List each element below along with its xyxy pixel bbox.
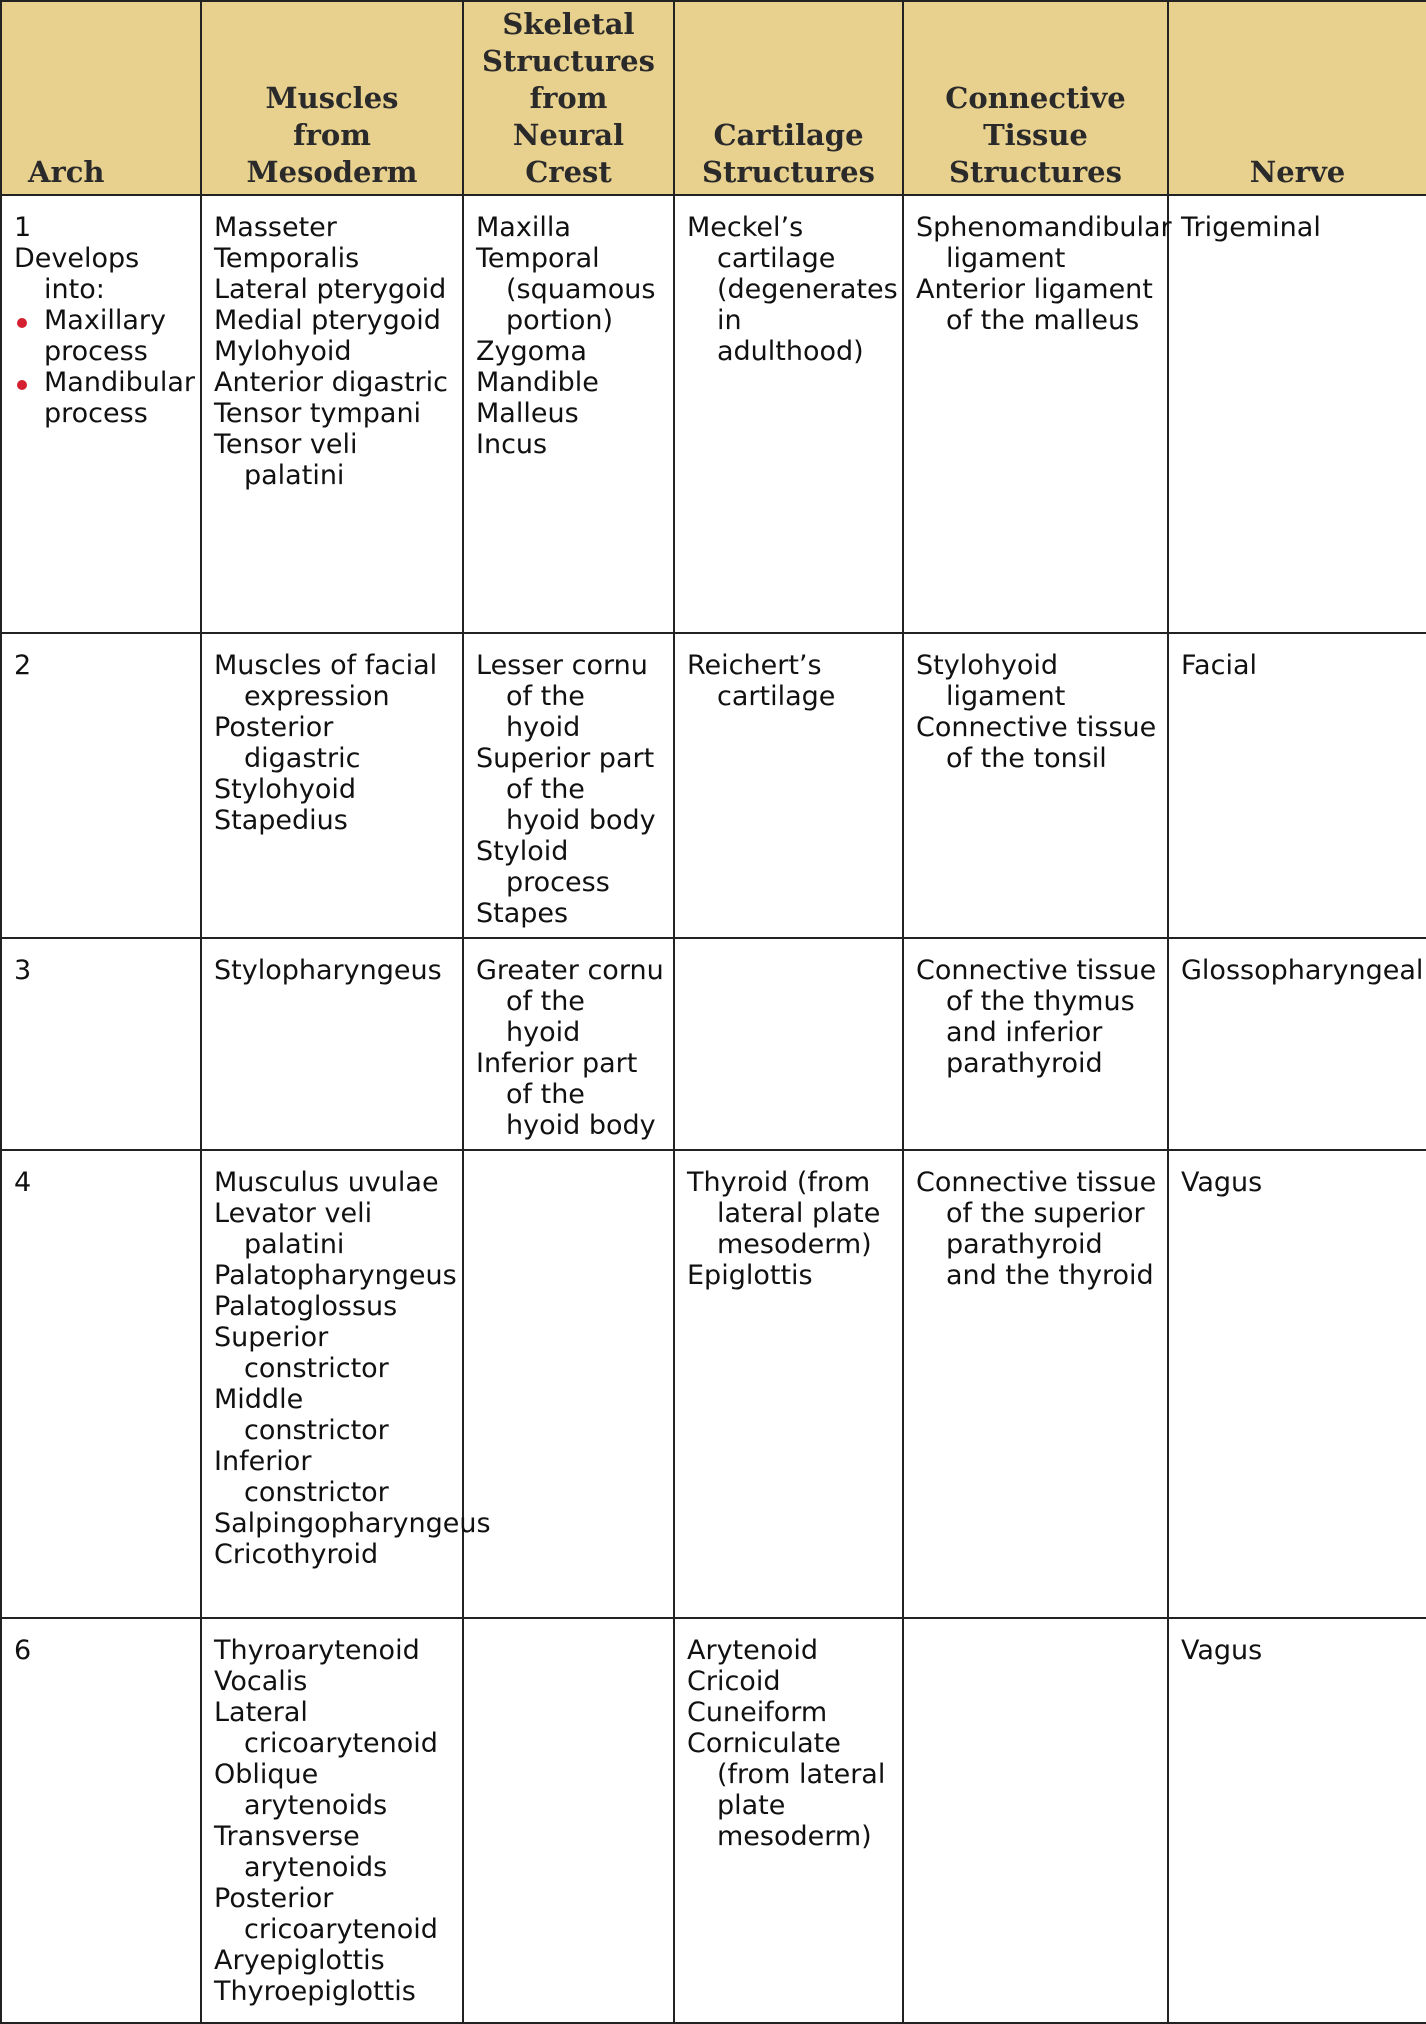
list-item: Tensor veli palatini xyxy=(214,429,358,491)
list-item: Levator veli palatini xyxy=(214,1198,373,1260)
table-row xyxy=(1,938,1426,1150)
table-row xyxy=(1,1618,1426,2023)
header-cartilage: Cartilage Structures xyxy=(674,1,903,195)
skeletal-cell xyxy=(463,938,674,1150)
list-item: Epiglottis xyxy=(687,1260,813,1291)
arch-cell xyxy=(1,1150,201,1618)
list-item: Palatoglossus xyxy=(214,1291,398,1322)
skeletal-cell xyxy=(463,1150,674,1618)
cartilage-cell xyxy=(674,195,903,633)
nerve-name: Facial xyxy=(1181,650,1257,681)
list-item: Thyroepiglottis xyxy=(214,1976,416,2007)
arch-number: 1 xyxy=(14,212,32,243)
nerve-cell xyxy=(1168,1150,1426,1618)
header-row xyxy=(1,1,1426,195)
list-item: Greater cornu of the hyoid xyxy=(476,955,664,1048)
list-item: Stylohyoid ligament xyxy=(916,650,1066,712)
table-row xyxy=(1,195,1426,633)
table-row xyxy=(1,633,1426,938)
nerve-cell xyxy=(1168,938,1426,1150)
muscles-cell xyxy=(201,195,463,633)
list-item: Medial pterygoid xyxy=(214,305,441,336)
skeletal-cell xyxy=(463,1618,674,2023)
connective-cell xyxy=(903,195,1172,633)
list-item: Lateral cricoarytenoid xyxy=(214,1697,438,1759)
muscles-cell xyxy=(201,1150,491,1618)
header-arch: Arch xyxy=(1,1,201,195)
list-item: Stapes xyxy=(476,898,569,929)
arch-number: 4 xyxy=(14,1167,32,1198)
table-row xyxy=(1,1150,1426,1618)
list-item: Posterior cricoarytenoid xyxy=(214,1883,438,1945)
bullet-icon xyxy=(17,318,27,328)
arch-cell xyxy=(1,195,201,633)
develops-label: Develops into: xyxy=(14,243,140,305)
skeletal-cell xyxy=(463,633,674,938)
arch-number: 2 xyxy=(14,650,32,681)
list-item: Temporalis xyxy=(214,243,360,274)
list-item: Cricoid xyxy=(687,1666,781,1697)
list-item: Lesser cornu of the hyoid xyxy=(476,650,648,743)
list-item: Meckel’s cartilage (degenerates in adulthood) xyxy=(687,212,898,367)
list-item: Muscles of facial expression xyxy=(214,650,438,712)
list-item: Reichert’s cartilage xyxy=(687,650,836,712)
nerve-name: Vagus xyxy=(1181,1167,1263,1198)
list-item: Temporal (squamous portion) xyxy=(476,243,656,336)
arch-cell xyxy=(1,633,201,938)
connective-cell xyxy=(903,1150,1168,1618)
muscles-cell xyxy=(201,938,463,1150)
list-item: Oblique arytenoids xyxy=(214,1759,388,1821)
header-muscles: Muscles from Mesoderm xyxy=(201,1,463,195)
list-item: Stylohyoid xyxy=(214,774,356,805)
list-item: Cricothyroid xyxy=(214,1539,379,1570)
cartilage-cell xyxy=(674,633,903,938)
list-item: Anterior ligament of the malleus xyxy=(916,274,1153,336)
list-item: Tensor tympani xyxy=(214,398,422,429)
list-item: Zygoma xyxy=(476,336,587,367)
list-item: Styloid process xyxy=(476,836,610,898)
list-item: Connective tissue of the superior parathyroid and the thyroid xyxy=(916,1167,1157,1291)
header-nerve: Nerve xyxy=(1168,1,1426,195)
list-item: Sphenomandibular ligament xyxy=(916,212,1172,274)
list-item: Superior constrictor xyxy=(214,1322,389,1384)
list-item: Vocalis xyxy=(214,1666,308,1697)
nerve-name: Trigeminal xyxy=(1181,212,1321,243)
list-item: Salpingopharyngeus xyxy=(214,1508,491,1539)
list-item: Stylopharyngeus xyxy=(214,955,442,986)
arch-cell xyxy=(1,1618,201,2023)
bullet-icon xyxy=(17,380,27,390)
list-item: Anterior digastric xyxy=(214,367,449,398)
list-item: Mylohyoid xyxy=(214,336,352,367)
list-item: Thyroid (from lateral plate mesoderm) xyxy=(687,1167,881,1260)
nerve-name: Vagus xyxy=(1181,1635,1263,1666)
arch-cell xyxy=(1,938,201,1150)
nerve-name: Glossopharyngeal xyxy=(1181,955,1424,986)
list-item: Inferior constrictor xyxy=(214,1446,389,1508)
list-item: Palatopharyngeus xyxy=(214,1260,457,1291)
connective-cell xyxy=(903,938,1168,1150)
list-item: Cuneiform xyxy=(687,1697,828,1728)
list-item: Masseter xyxy=(214,212,337,243)
arch-number: 3 xyxy=(14,955,32,986)
cartilage-cell xyxy=(674,938,903,1150)
list-item: Middle constrictor xyxy=(214,1384,389,1446)
list-item: Superior part of the hyoid body xyxy=(476,743,656,836)
list-item: Malleus xyxy=(476,398,579,429)
cartilage-cell xyxy=(674,1150,903,1618)
list-item: Thyroarytenoid xyxy=(214,1635,420,1666)
header-skeletal: Skeletal Structures from Neural Crest xyxy=(463,1,674,195)
list-item: Transverse arytenoids xyxy=(214,1821,388,1883)
cartilage-cell xyxy=(674,1618,903,2023)
list-item: Connective tissue of the thymus and inferior parathyroid xyxy=(916,955,1157,1079)
header-connective: Connective Tissue Structures xyxy=(903,1,1168,195)
process-item: Mandibular process xyxy=(14,367,192,429)
list-item: Maxilla xyxy=(476,212,571,243)
list-item: Stapedius xyxy=(214,805,348,836)
muscles-cell xyxy=(201,1618,463,2023)
list-item: Arytenoid xyxy=(687,1635,819,1666)
nerve-cell xyxy=(1168,195,1426,633)
list-item: Aryepiglottis xyxy=(214,1945,385,1976)
list-item: Posterior digastric xyxy=(214,712,361,774)
process-item: Maxillary process xyxy=(14,305,192,367)
muscles-cell xyxy=(201,633,463,938)
arch-number: 6 xyxy=(14,1635,32,1666)
list-item: Corniculate (from lateral plate mesoderm) xyxy=(687,1728,886,1852)
connective-cell xyxy=(903,633,1168,938)
list-item: Inferior part of the hyoid body xyxy=(476,1048,656,1141)
list-item: Lateral pterygoid xyxy=(214,274,447,305)
list-item: Connective tissue of the tonsil xyxy=(916,712,1157,774)
nerve-cell xyxy=(1168,1618,1426,2023)
nerve-cell xyxy=(1168,633,1426,938)
list-item: Mandible xyxy=(476,367,599,398)
list-item: Musculus uvulae xyxy=(214,1167,439,1198)
list-item: Incus xyxy=(476,429,548,460)
skeletal-cell xyxy=(463,195,674,633)
connective-cell xyxy=(903,1618,1168,2023)
